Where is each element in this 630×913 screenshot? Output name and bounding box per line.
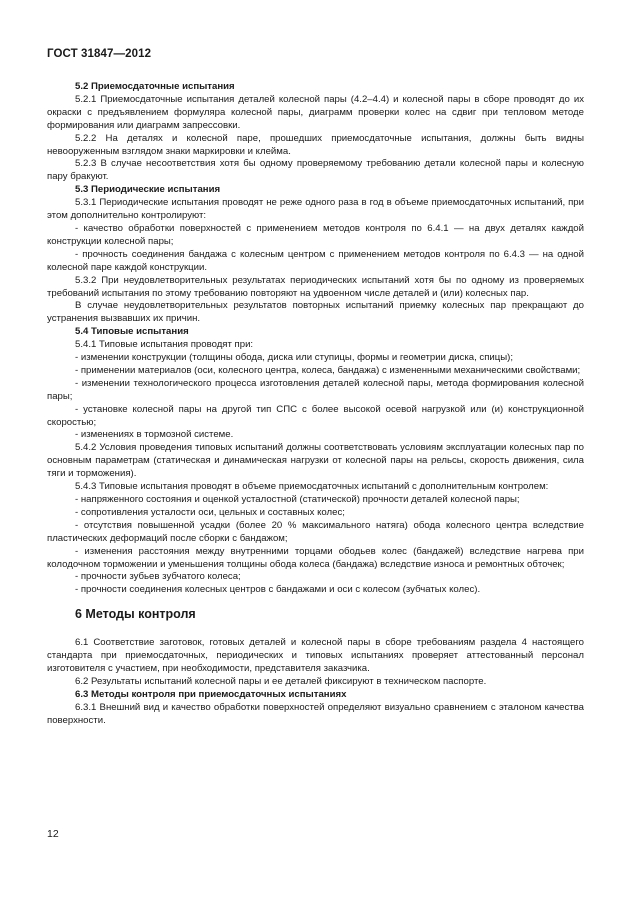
list-item: - прочность соединения бандажа с колесным центром с применением методов контроля по 6.4.3 — на одной колесной паре каждой конструкции. <box>47 248 584 273</box>
list-item: - изменениях в тормозной системе. <box>75 429 234 441</box>
paragraph: 5.4.3 Типовые испытания проводят в объеме приемосдаточных испытаний с дополнительным контролем: <box>75 481 549 493</box>
paragraph: 6.1 Соответствие заготовок, готовых деталей и колесной пары в сборе требованиям раздела 4 настоящего стандарта при приемосдаточных, периодических и типовых испытаниях проверяет аттестованный персонал изготовителя с участием, при необходимости, представителя заказчика. <box>47 637 584 675</box>
list-item: - установке колесной пары на другой тип СПС с более высокой осевой нагрузкой или (и) конструкционной скоростью; <box>47 403 584 428</box>
list-item: - изменении технологического процесса изготовления деталей колесной пары, метода формирования колесной пары; <box>47 377 584 402</box>
subsection-heading: 5.4 Типовые испытания <box>75 326 189 338</box>
paragraph: 5.2.1 Приемосдаточные испытания деталей колесной пары (4.2–4.4) и колесной пары в сборе проводят до их окраски с предъявлением формуляра колесной пары, диаграмм проверки колес на сдвиг при тепловом методе формирования или диаграмм запрессовки. <box>47 93 584 131</box>
list-item: - качество обработки поверхностей с применением методов контроля по 6.4.1 — на двух деталях каждой конструкции колесной пары; <box>47 222 584 247</box>
list-item: - изменении конструкции (толщины обода, диска или ступицы, формы и геометрии диска, спицы); <box>75 352 514 364</box>
subsection-heading: 5.3 Периодические испытания <box>75 184 221 196</box>
paragraph: 5.3.1 Периодические испытания проводят не реже одного раза в год в объеме приемосдаточных испытаний, при этом дополнительно контролируют: <box>47 197 584 222</box>
paragraph: 6.3.1 Внешний вид и качество обработки поверхностей определяют визуально сравнением с эталоном качества поверхности. <box>47 701 584 726</box>
subsection-heading: 5.2 Приемосдаточные испытания <box>75 81 235 92</box>
document-header: ГОСТ 31847—2012 <box>47 48 152 60</box>
page-number: 12 <box>47 828 59 840</box>
paragraph: 5.2.3 В случае несоответствия хотя бы одному проверяемому требованию детали колесной пары и колесную пару бракуют. <box>47 158 584 183</box>
paragraph: 5.3.2 При неудовлетворительных результатах периодических испытаний хотя бы по одному из проверяемых требований испытания по этому требованию повторяют на удвоенном числе деталей и (или) колесных пар. <box>47 274 584 299</box>
list-item: - прочности зубьев зубчатого колеса; <box>75 571 241 583</box>
paragraph: 5.2.2 На деталях и колесной паре, прошедших приемосдаточные испытания, должны быть видны невооруженным взглядом знаки маркировки и клейма. <box>47 132 584 157</box>
list-item: - отсутствия повышенной усадки (более 20 % максимального натяга) обода колесного центра вследствие пластических деформаций после сборки с бандажом; <box>47 519 584 544</box>
paragraph: В случае неудовлетворительных результатов повторных испытаний приемку колесных пар прекращают до устранения вызвавших их причин. <box>47 300 584 325</box>
paragraph: 5.4.1 Типовые испытания проводят при: <box>75 339 254 351</box>
list-item: - прочности соединения колесных центров с бандажами и оси с колесом (зубчатых колес). <box>75 584 481 596</box>
list-item: - изменения расстояния между внутренними торцами ободьев колес (бандажей) вследствие нагрева при колодочном торможении и уменьшения толщины обода колеса (бандажа) вследствие износа и ремонтных обточек; <box>47 545 584 570</box>
subsection-heading: 6.3 Методы контроля при приемосдаточных испытаниях <box>75 688 347 700</box>
paragraph: 6.2 Результаты испытаний колесной пары и ее деталей фиксируют в техническом паспорте. <box>75 675 487 687</box>
section-heading: 6 Методы контроля <box>75 607 196 622</box>
document-body <box>47 81 584 728</box>
list-item: - сопротивления усталости оси, цельных и составных колес; <box>75 506 345 518</box>
paragraph: 5.4.2 Условия проведения типовых испытаний должны соответствовать условиям эксплуатации колесных пар по основным параметрам (статическая и динамическая нагрузки от колесной пары на рельсы, скорость движения, сила тяги и торможения). <box>47 442 584 480</box>
list-item: - применении материалов (оси, колесного центра, колеса, бандажа) с измененными механическими свойствами; <box>75 364 581 376</box>
list-item: - напряженного состояния и оценкой усталостной (статической) прочности деталей колесной пары; <box>75 494 520 505</box>
